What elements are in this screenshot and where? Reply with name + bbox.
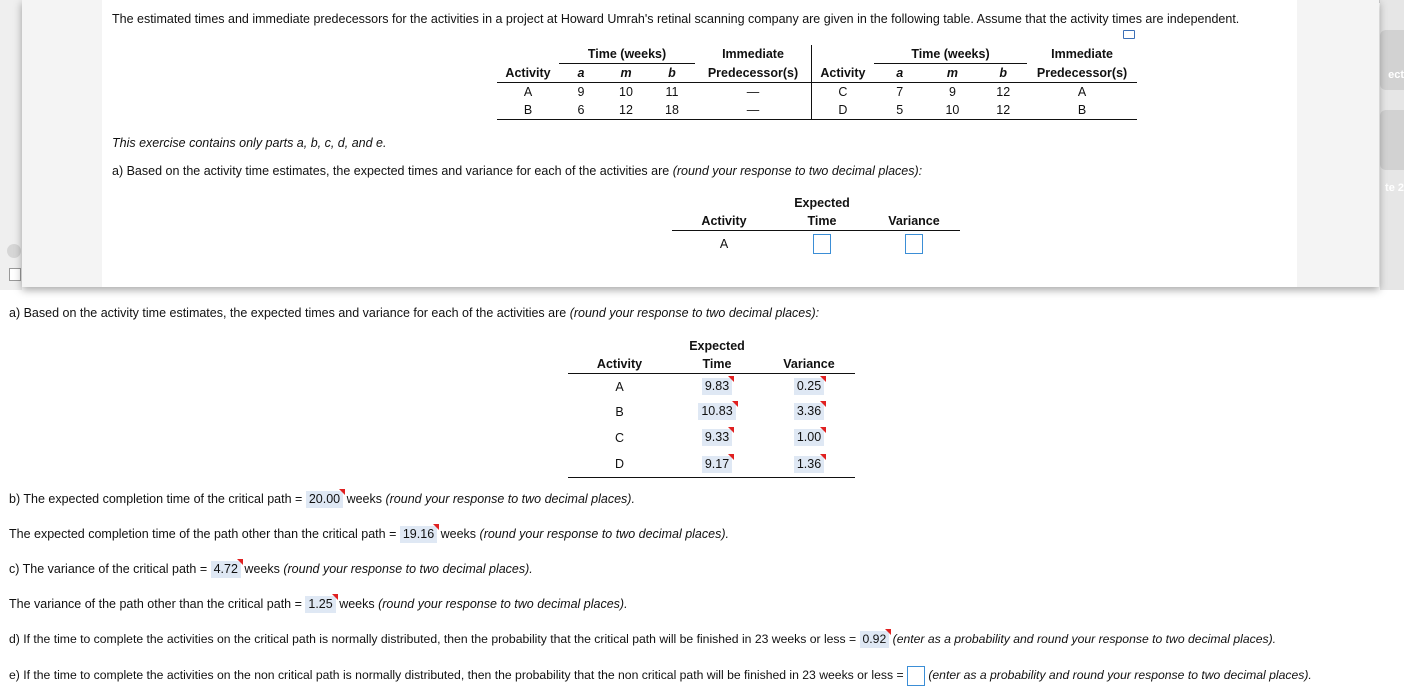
header-variance: Variance [763, 355, 855, 374]
variance-answer[interactable]: 1.00 [794, 429, 824, 446]
variance-input[interactable] [905, 234, 923, 254]
cell-pred: A [1077, 85, 1087, 99]
part-b2-question [9, 526, 729, 543]
part-b-question [9, 491, 635, 508]
part-a-hint: (round your response to two decimal places): [569, 306, 820, 320]
cell-activity: C [614, 430, 625, 445]
expected-time-answer[interactable]: 10.83 [698, 403, 735, 420]
cell-a: 6 [559, 101, 603, 120]
right-tab-1[interactable] [1380, 30, 1404, 90]
cell-b: 12 [979, 101, 1027, 120]
table-row [568, 374, 855, 400]
part-e-question [9, 666, 1312, 686]
critical-path-variance-answer[interactable]: 4.72 [211, 561, 241, 578]
unit: weeks [335, 597, 379, 611]
cell-pred: — [746, 85, 760, 99]
cell-activity: D [812, 101, 874, 120]
unit: weeks [240, 562, 284, 576]
cell-activity: D [568, 451, 671, 478]
header-activity: Activity [672, 212, 776, 231]
header-expected-1: Expected [689, 339, 745, 353]
table-row [812, 83, 1138, 102]
header-time-weeks: Time (weeks) [559, 45, 695, 64]
header-m: m [603, 64, 649, 83]
part-c-question [9, 561, 533, 578]
cell-activity: B [615, 404, 624, 419]
header-pred-1: Immediate [1051, 47, 1113, 62]
non-critical-probability-input[interactable] [907, 666, 925, 686]
table-row [568, 424, 855, 451]
header-pred-2: Predecessor(s) [695, 64, 811, 83]
variance-answer[interactable]: 3.36 [794, 403, 824, 420]
part-c-hint: (round your response to two decimal places). [283, 562, 533, 576]
header-expected-2: Time [671, 355, 763, 374]
header-pred-1: Immediate [722, 47, 784, 62]
header-activity: Activity [812, 64, 874, 83]
part-b-hint: (round your response to two decimal places). [385, 492, 635, 506]
popup-result-table [672, 194, 960, 257]
header-expected-1: Expected [794, 196, 850, 210]
cell-m: 12 [603, 101, 649, 120]
header-b: b [979, 64, 1027, 83]
header-activity: Activity [497, 64, 559, 83]
exercise-note: This exercise contains only parts a, b, c, d, and e. [112, 136, 387, 150]
unit: weeks [437, 527, 480, 541]
part-c2-text: The variance of the path other than the critical path = [9, 597, 306, 611]
header-pred-2: Predecessor(s) [1027, 64, 1137, 83]
header-expected-2: Time [776, 212, 868, 231]
part-e-text: e) If the time to complete the activities on the non critical path is normally distributed, then the probability that the non critical path will be finished in 23 weeks or less = [9, 668, 907, 683]
cell-activity: A [615, 379, 624, 394]
cell-b: 11 [665, 85, 679, 99]
table-row [497, 83, 811, 102]
part-c2-question [9, 596, 628, 613]
expected-time-input[interactable] [813, 234, 831, 254]
right-panel-strip [1380, 0, 1404, 290]
part-a-question [112, 164, 922, 178]
result-table [568, 337, 855, 478]
part-a-text: a) Based on the activity time estimates, the expected times and variance for each of the activities are [112, 164, 673, 178]
part-b2-text: The expected completion time of the path other than the critical path = [9, 527, 400, 541]
header-time-weeks: Time (weeks) [874, 45, 1027, 64]
part-e-hint: (enter as a probability and round your response to two decimal places). [924, 668, 1312, 683]
header-variance: Variance [868, 212, 960, 231]
intro-text: The estimated times and immediate predecessors for the activities in a project at Howard Umrah's retinal scanning company are given in the following table. Assume that the activity times are independent. [112, 12, 1240, 26]
critical-path-probability-answer[interactable]: 0.92 [860, 631, 890, 648]
cell-activity: C [812, 83, 874, 102]
expected-time-answer[interactable]: 9.83 [702, 378, 732, 395]
table-row [568, 399, 855, 424]
given-table-right [811, 45, 1137, 120]
part-d-question [9, 631, 1276, 648]
table-row [497, 101, 811, 120]
cell-pred: B [1027, 101, 1137, 120]
cell-m: 10 [926, 101, 980, 120]
expected-time-answer[interactable]: 9.33 [702, 429, 732, 446]
cell-m: 9 [948, 85, 956, 99]
header-a: a [559, 64, 603, 83]
cell-activity: A [523, 85, 533, 99]
part-d-text: d) If the time to complete the activities on the critical path is normally distributed, then the probability that the critical path will be finished in 23 weeks or less = [9, 632, 860, 646]
print-icon[interactable] [1123, 30, 1135, 39]
variance-answer[interactable]: 0.25 [794, 378, 824, 395]
expected-time-answer[interactable]: 9.17 [702, 456, 732, 473]
cell-m: 10 [619, 85, 633, 99]
cell-b: 12 [996, 85, 1011, 99]
cell-a: 9 [577, 85, 585, 99]
unit: weeks [343, 492, 386, 506]
right-tab-2[interactable] [1380, 110, 1404, 170]
panel-toggle-icon[interactable] [9, 268, 21, 281]
cell-a: 5 [874, 101, 926, 120]
part-b2-hint: (round your response to two decimal places). [479, 527, 729, 541]
part-c-text: c) The variance of the critical path = [9, 562, 211, 576]
part-d-hint: (enter as a probability and round your response to two decimal places). [889, 632, 1277, 646]
cell-activity: B [497, 101, 559, 120]
cell-pred: — [695, 101, 811, 120]
right-tab-label-2: te 2 [1385, 182, 1404, 194]
table-row [672, 231, 960, 258]
cell-b: 18 [649, 101, 695, 120]
header-activity: Activity [568, 355, 671, 374]
part-c2-hint: (round your response to two decimal places). [378, 597, 628, 611]
right-tab-label-1: ect [1388, 69, 1404, 81]
part-a-text: a) Based on the activity time estimates, the expected times and variance for each of the activities are [9, 306, 570, 320]
variance-answer[interactable]: 1.36 [794, 456, 824, 473]
part-a-hint: (round your response to two decimal places): [672, 164, 923, 178]
critical-path-time-answer[interactable]: 20.00 [306, 491, 343, 508]
header-b: b [649, 64, 695, 83]
other-path-time-answer[interactable]: 19.16 [400, 526, 437, 543]
other-path-variance-answer[interactable]: 1.25 [305, 596, 335, 613]
given-table-left [497, 45, 811, 120]
part-b-text: b) The expected completion time of the critical path = [9, 492, 306, 506]
header-a: a [874, 64, 926, 83]
table-row [812, 101, 1138, 120]
table-row [568, 451, 855, 478]
header-m: m [926, 64, 980, 83]
cell-activity: A [719, 237, 729, 251]
part-a-question-main [9, 306, 819, 320]
cell-a: 7 [896, 85, 904, 99]
radio-icon[interactable] [7, 244, 21, 258]
